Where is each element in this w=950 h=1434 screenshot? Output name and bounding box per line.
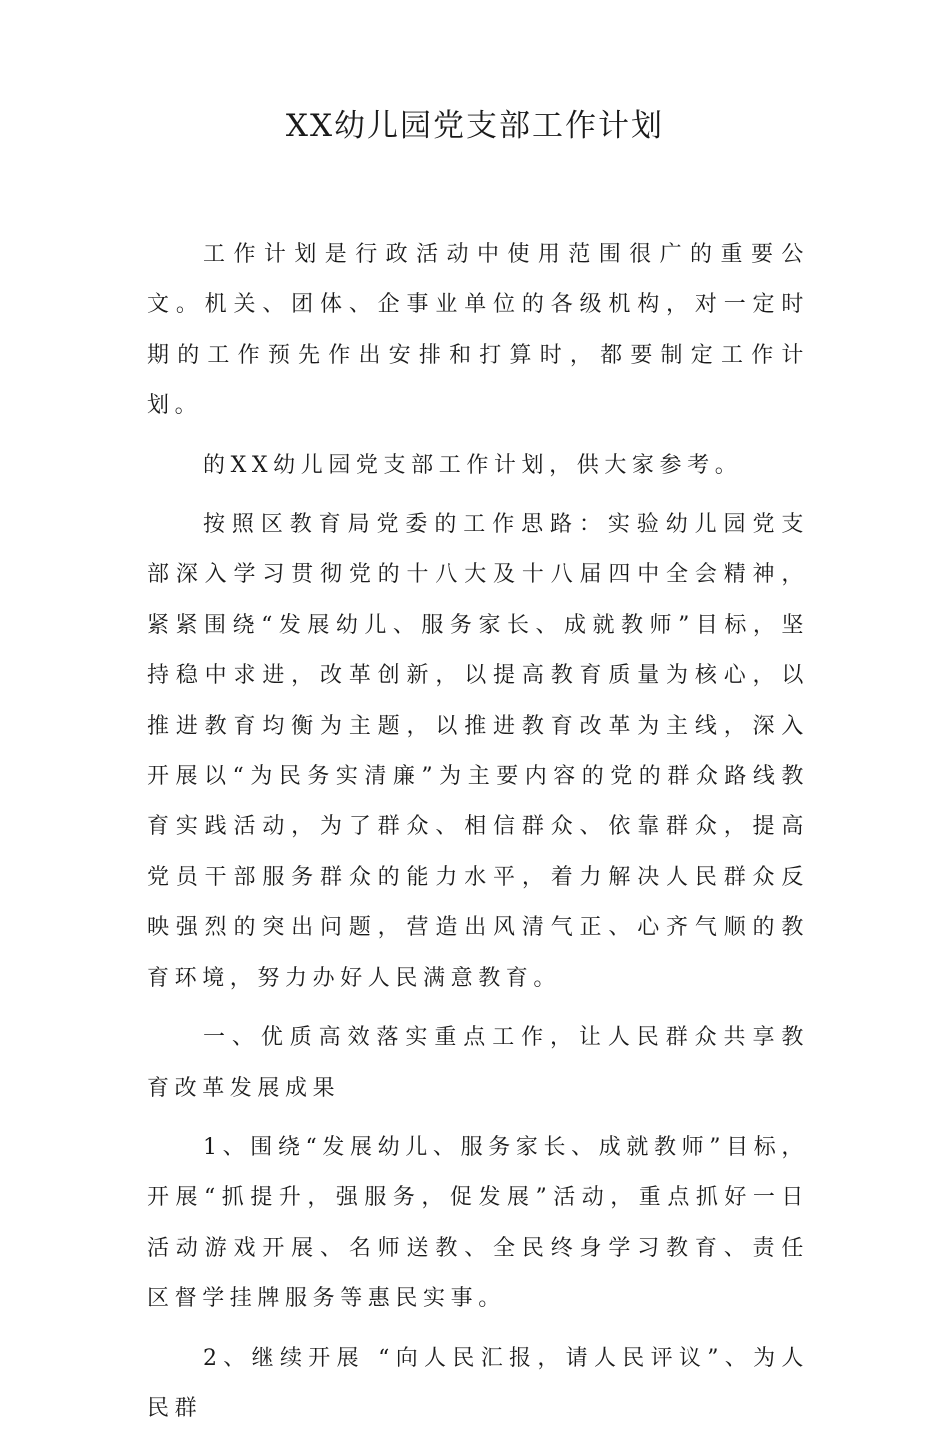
list-item-2: 2、继续开展 “向人民汇报，请人民评议”、为人民群 bbox=[147, 1345, 809, 1421]
paragraph-guideline: 按照区教育局党委的工作思路：实验幼儿园党支部深入学习贯彻党的十八大及十八届四中全会精神，紧紧围绕“发展幼儿、服务家长、成就教师”目标，坚持稳中求进，改革创新，以提高教育质量为核心，以推进教育均衡为主题，以推进教育改革为主线，深入开展以“为民务实清廉”为主要内容的党的群众路线教育实践活动，为了群众、相信群众、依靠群众，提高党员干部服务群众的能力水平，着力解决人民群众反映强烈的突出问题，营造出风清气正、心齐气顺的教育环境，努力办好人民满意教育。 bbox=[147, 512, 809, 991]
list-item-1: 1、围绕“发展幼儿、服务家长、成就教师”目标，开展“抓提升，强服务，促发展”活动，重点抓好一日活动游戏开展、名师送教、全民终身学习教育、责任区督学挂牌服务等惠民实事。 bbox=[147, 1134, 809, 1312]
paragraph-reference: 的XX幼儿园党支部工作计划，供大家参考。 bbox=[203, 452, 743, 478]
section-heading-1: 一、优质高效落实重点工作，让人民群众共享教育改革发展成果 bbox=[147, 1025, 809, 1101]
paragraph-intro: 工作计划是行政活动中使用范围很广的重要公文。机关、团体、企事业单位的各级机构，对一定时期的工作预先作出安排和打算时，都要制定工作计划。 bbox=[147, 242, 809, 419]
document-title: XX幼儿园党支部工作计划 bbox=[285, 108, 665, 144]
document-body bbox=[147, 230, 809, 1434]
